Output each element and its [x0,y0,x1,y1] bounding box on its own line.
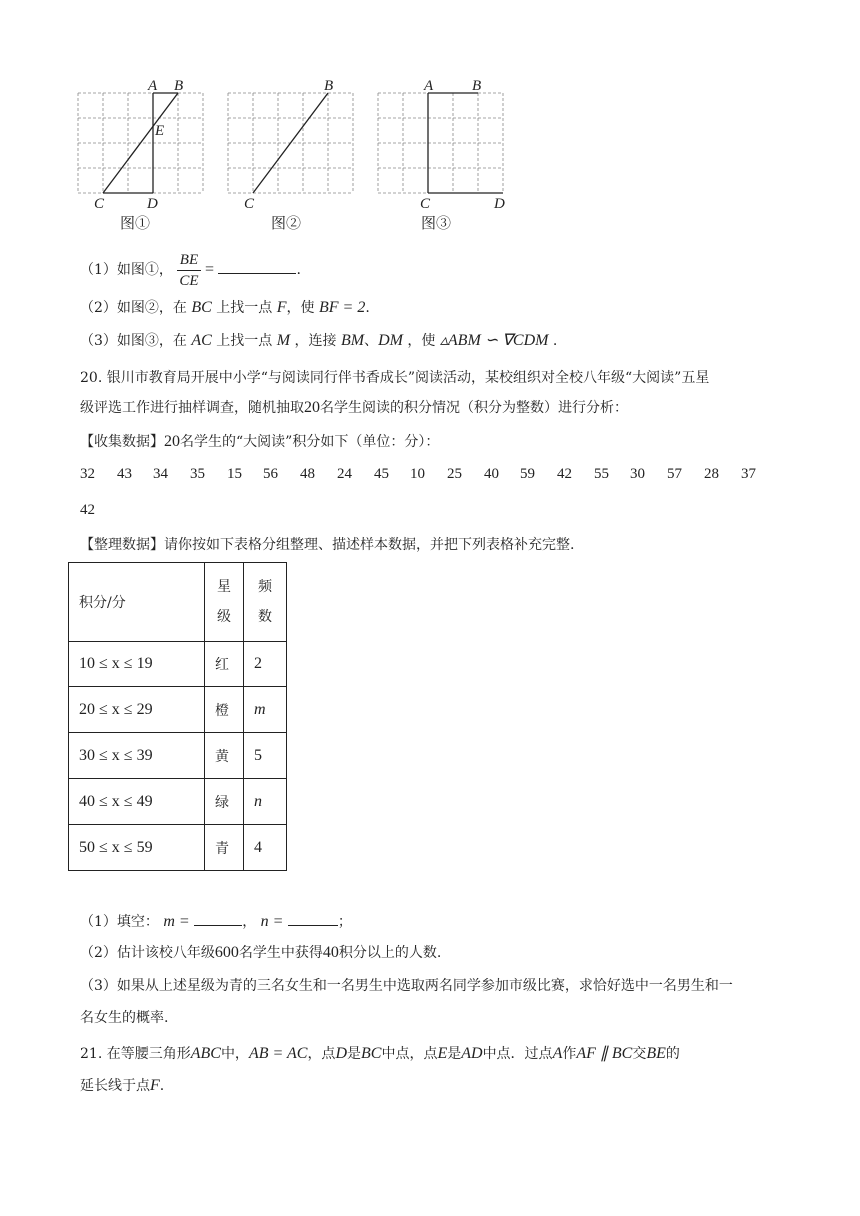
math-bm: BM [340,332,365,349]
fraction-denominator: CE [179,272,199,289]
fig1-label-A: A [148,78,158,94]
text: 交 [632,1046,647,1062]
text: ，点 [307,1046,336,1062]
math-m: M [276,332,291,349]
range-cell: 40 ≤ x ≤ 49 [69,779,205,825]
text: 中点．过点 [482,1046,553,1062]
star-cell: 青 [205,825,244,871]
q21-line-1 [80,1044,680,1064]
math: ABC [190,1045,221,1062]
fraction-be-ce [177,250,200,291]
fig1-label-D: D [147,196,158,211]
text: 延长线于点 [80,1078,150,1094]
figure-3 [370,76,520,211]
score-value: 37 [741,466,756,482]
figure-2-grid [220,76,360,211]
math: BC [361,1045,382,1062]
fig1-label-B: B [174,78,184,94]
text: （3）如图③，在 [80,333,187,349]
math-bf-eq: BF = 2 [318,299,366,316]
frequency-table [68,562,287,871]
figure-3-caption: 图③ [421,214,452,232]
text: 21. 在等腰三角形 [80,1046,191,1062]
text: 积分以上的人数. [338,945,442,961]
score-value: 42 [80,502,95,518]
period: . [159,1078,165,1094]
math: AD [461,1045,483,1062]
q19-part-1 [80,248,301,292]
math: E [437,1045,448,1062]
score-value: 28 [704,466,719,482]
fig3-label-B: B [472,78,482,94]
fig2-label-C: C [244,196,255,211]
text: 名学生阅读的积分情况（积分为整数）进行分析： [320,400,628,416]
fig1-label-C: C [94,196,105,211]
q19-p1-prefix: （1）如图①， [80,262,173,278]
q20-sub-1 [80,911,352,932]
table-row [69,779,287,825]
frequency-cell: n [244,779,287,825]
score-value: 56 [263,466,278,482]
score-value: 43 [117,466,132,482]
q20-organize-line [80,535,574,555]
star-cell: 绿 [205,779,244,825]
figure-1 [70,76,210,211]
section-heading: 【整理数据】 [80,537,164,553]
fig3-label-C: C [420,196,431,211]
table-header-row [69,563,287,642]
score-value: 55 [594,466,609,482]
math: AF ∥ BC [576,1045,633,1062]
table-row [69,642,287,687]
text: 数 [258,609,272,625]
figure-1-caption: 图① [120,214,151,232]
text: 名学生的“大阅读”积分如下（单位：分）： [180,434,440,450]
q20-intro-line-1: 20. 银川市教育局开展中小学“与阅读同行伴书香成长”阅读活动，某校组织对全校八年级“大阅读”五星 [80,370,710,386]
score-value: 35 [190,466,205,482]
star-cell: 红 [205,642,244,687]
text: 中， [220,1046,249,1062]
math: AB = AC [248,1045,308,1062]
q20-sub-3-line-1: （3）如果从上述星级为青的三名女生和一名男生中选取两名同学参加市级比赛，求恰好选中一名男生和一 [80,978,733,994]
math-dm: DM [378,332,403,349]
answer-blank-m[interactable] [194,911,242,926]
q20-sub-2 [80,943,441,963]
math: A [552,1045,563,1062]
text: 上找一点 [216,300,273,316]
math: D [335,1045,347,1062]
number: 20 [304,399,320,416]
figure-2-caption: 图② [271,214,302,232]
star-cell: 橙 [205,687,244,733]
text: 作 [562,1046,577,1062]
math-n-eq: n = [260,913,284,930]
score-value: 24 [337,466,352,482]
q19-part-2 [80,298,370,318]
fig2-label-B: B [324,78,334,94]
q20-collect-line [80,432,439,452]
text: 是 [347,1046,361,1062]
text: ； [337,914,352,930]
range-cell: 30 ≤ x ≤ 39 [69,733,205,779]
math-bc: BC [191,299,212,316]
score-value: 57 [667,466,682,482]
text: 的 [665,1046,680,1062]
text: ，使 [407,333,436,349]
score-value: 32 [80,466,95,482]
q19-part-3 [80,331,557,351]
text: 中点，点 [381,1046,438,1062]
fig3-label-D: D [494,196,505,211]
text: 星 [217,579,231,595]
answer-blank[interactable] [218,259,296,274]
score-value: 15 [227,466,242,482]
text: （2）如图②，在 [80,300,187,316]
range-cell: 50 ≤ x ≤ 59 [69,825,205,871]
figure-3-grid [370,76,520,211]
text: （2）估计该校八年级 [80,945,215,961]
score-value: 42 [557,466,572,482]
math: BE [646,1045,666,1062]
text: 上找一点 [216,333,273,349]
table-row [69,733,287,779]
frequency-cell: m [244,687,287,733]
math-f: F [276,299,287,316]
text: 级评选工作进行抽样调查，随机抽取 [80,400,304,416]
score-value: 25 [447,466,462,482]
text: ，使 [286,300,315,316]
math-ac: AC [191,332,212,349]
text: 请你按如下表格分组整理、描述样本数据，并把下列表格补充完整. [164,537,575,553]
answer-blank-n[interactable] [288,911,338,926]
q20-intro-line-2 [80,398,628,418]
score-value: 59 [520,466,535,482]
period: . [365,300,370,316]
period: . [296,262,301,278]
header-frequency [244,563,287,642]
fig3-label-A: A [424,78,434,94]
figure-1-grid [70,76,210,211]
fig1-label-E: E [155,123,165,139]
frequency-cell: 4 [244,825,287,871]
score-value: 34 [153,466,168,482]
star-cell: 黄 [205,733,244,779]
text: ， [242,914,257,930]
score-value: 40 [484,466,499,482]
header-star [205,563,244,642]
figure-2 [220,76,360,211]
period: . [552,333,558,349]
equals-sign: = [205,261,215,278]
header-score: 积分/分 [69,563,205,642]
q20-sub-3-line-2: 名女生的概率. [80,1010,169,1026]
score-value: 45 [374,466,389,482]
number: 20 [164,433,180,450]
score-value: 48 [300,466,315,482]
table-row [69,687,287,733]
table-row [69,825,287,871]
math: F [150,1077,160,1094]
frequency-cell: 2 [244,642,287,687]
text: 频 [258,579,272,595]
range-cell: 10 ≤ x ≤ 19 [69,642,205,687]
math-similar: ▵ABM ∽ ∇CDM [439,332,549,349]
fraction-numerator: BE [177,250,200,271]
text: ，连接 [294,333,337,349]
text: 名学生中获得 [238,945,323,961]
range-cell: 20 ≤ x ≤ 29 [69,687,205,733]
frequency-cell: 5 [244,733,287,779]
number: 40 [322,944,339,961]
text: （1）填空： [80,914,159,930]
text: 级 [217,609,231,625]
math-m-eq: m = [163,913,190,930]
text: 、 [364,333,379,349]
score-value: 30 [630,466,645,482]
number: 600 [214,944,239,961]
q21-line-2 [80,1076,164,1096]
score-value: 10 [410,466,425,482]
text: 是 [447,1046,462,1062]
section-heading: 【收集数据】 [80,434,164,450]
